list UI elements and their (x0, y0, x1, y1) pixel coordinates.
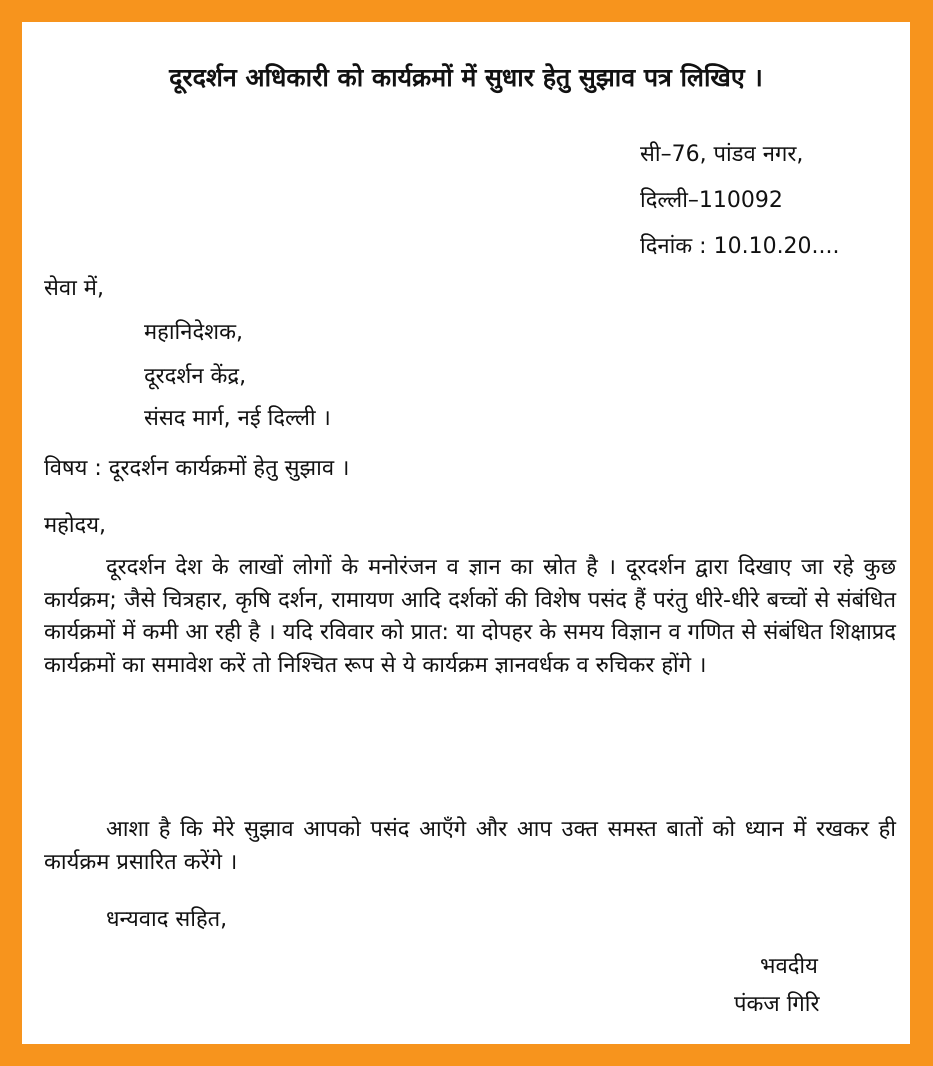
body-paragraph-2 (44, 814, 896, 879)
closing: धन्यवाद सहित, (106, 907, 228, 932)
recipient-office: दूरदर्शन केंद्र, (144, 364, 247, 389)
recipient-address: संसद मार्ग, नई दिल्ली । (144, 406, 331, 431)
salutation-to: सेवा में, (44, 276, 104, 301)
signature-name: पंकज गिरि (734, 992, 820, 1017)
letter-date: दिनांक : 10.10.20.... (640, 234, 840, 259)
letter-page (22, 22, 910, 1044)
body-paragraph-1-text: दूरदर्शन देश के लाखों लोगों के मनोरंजन व ज्ञान का स्रोत है । दूरदर्शन द्वारा दिखाए जा रहे कुछ कार्यक्रम; जैसे चित्रहार, कृषि दर्शन, रामायण आदि दर्शकों की विशेष पसंद हैं परंतु धीरे-धीरे बच्चों से संबंधित कार्यक्रमों में कमी आ रही है । यदि रविवार को प्रात: या दोपहर के समय विज्ञान व गणित से संबंधित शिक्षाप्रद कार्यक्रमों का समावेश करें तो निश्चित रूप से ये कार्यक्रम ज्ञानवर्धक व रुचिकर होंगे । (44, 555, 896, 678)
greeting: महोदय, (44, 513, 106, 538)
recipient-designation: महानिदेशक, (144, 320, 243, 345)
valediction: भवदीय (760, 954, 818, 979)
sender-address-line2: दिल्ली–110092 (640, 188, 783, 213)
body-paragraph-2-text: आशा है कि मेरे सुझाव आपको पसंद आएँगे और आप उक्त समस्त बातों को ध्यान में रखकर ही कार्यक्रम प्रसारित करेंगे । (44, 817, 896, 875)
body-paragraph-1 (44, 552, 896, 682)
letter-title: दूरदर्शन अधिकारी को कार्यक्रमों में सुधार हेतु सुझाव पत्र लिखिए । (169, 63, 763, 92)
sender-address-line1: सी–76, पांडव नगर, (640, 142, 804, 167)
letter-subject: विषय : दूरदर्शन कार्यक्रमों हेतु सुझाव । (44, 456, 350, 481)
